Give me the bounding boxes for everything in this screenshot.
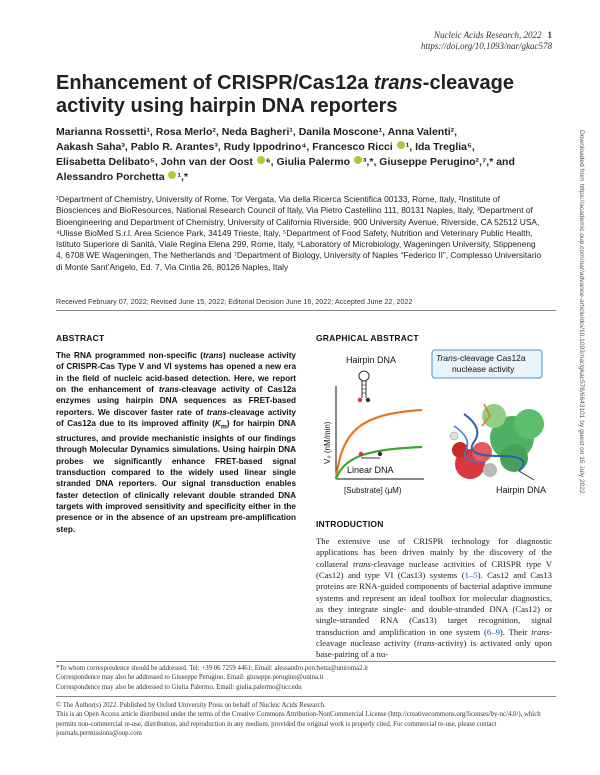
article-dates: Received February 07, 2022; Revised June 15, 2022; Editorial Decision June 16, 2022; Accepted June 22, 2022 bbox=[56, 297, 413, 306]
author-line-4b: ¹,* bbox=[177, 171, 188, 183]
graphical-abstract-figure bbox=[314, 346, 558, 506]
copyright-notice bbox=[56, 701, 556, 738]
author-line-4: Alessandro Porchetta bbox=[56, 171, 165, 183]
author-list bbox=[56, 125, 536, 185]
author-line-3: Elisabetta Delibato⁵, John van der Oost bbox=[56, 156, 253, 168]
correspondence-footnotes bbox=[56, 664, 556, 692]
cas12a-title-line2: nuclease activity bbox=[452, 364, 515, 374]
abstract-heading: ABSTRACT bbox=[56, 333, 105, 343]
running-header bbox=[421, 30, 552, 52]
orcid-icon[interactable] bbox=[397, 141, 405, 149]
orcid-icon[interactable] bbox=[168, 171, 176, 179]
author-line-1: Marianna Rossetti¹, Rosa Merlo², Neda Bagheri¹, Danila Moscone¹, Anna Valenti², bbox=[56, 126, 458, 138]
introduction-text: The extensive use of CRISPR technology for diagnostic applications has been driven mainly by the discovery of the collateral trans-cleavage nuclease activities of CRISPR type V (Cas12) and type VI (Cas13) systems (1–5). Cas12 and Cas13 proteins are RNA-guided components of bacterial adaptive immune systems and represent an ideal toolbox for molecular diagnostics, as they integrate single- and double-stranded DNA (Cas12) or single-stranded RNA (Cas13) target recognition, signal transduction and amplification in one system (6–9). Their trans-cleavage nuclease activity (trans-activity) is activated only upon base-pairing of a nu- bbox=[316, 536, 552, 660]
linear-dna-label: Linear DNA bbox=[347, 465, 394, 475]
journal-name: Nucleic Acids Research, 2022 bbox=[434, 30, 542, 40]
abstract-text: The RNA programmed non-specific (trans) nuclease activity of CRISPR-Cas Type V and VI systems has opened a new era in the field of nucleic acid-based detection. Here, we report on the enhancement of trans-cleavage activity of Cas12a enzymes using hairpin DNA sequences as FRET-based reporters. We discover faster rate of trans-cleavage activity of Cas12a due to its improved affinity $(K_m)$ for hairpin DNA structures, and provide mechanistic insights of our findings through Molecular Dynamics simulations. Using hairpin DNA probes we significantly enhance FRET-based signal transduction compared to the widely used linear single stranded DNA reporters. Our signal transduction enables faster detection of clinically relevant double stranded DNA targets with improved sensitivity and specificity either in the presence or in the absence of an upstream pre-amplification step. bbox=[56, 351, 296, 534]
author-line-2b: ¹, Ida Treglia⁵, bbox=[405, 141, 475, 153]
orcid-icon[interactable] bbox=[257, 156, 265, 164]
author-line-2: Aakash Saha³, Pablo R. Arantes³, Rudy Ippodrino⁴, Francesco Ricci bbox=[56, 141, 393, 153]
author-line-3c: ³,*, Giuseppe Perugino²,⁷,* and bbox=[362, 156, 515, 168]
copyright-divider bbox=[56, 696, 556, 697]
y-axis-label: V₀ (nM/min) bbox=[323, 421, 332, 464]
footnote-1: *To whom correspondence should be addressed. Tel: +39 06 7259 4461; Email: alessandro.porchetta@uniroma2.it bbox=[56, 665, 368, 672]
cas12a-title-line1: Trans-cleavage Cas12a bbox=[436, 353, 526, 363]
graphical-abstract-heading: GRAPHICAL ABSTRACT bbox=[316, 333, 419, 343]
page-number: 1 bbox=[547, 30, 552, 40]
introduction-heading: INTRODUCTION bbox=[316, 519, 384, 529]
author-line-3b: ⁶, Giulia Palermo bbox=[265, 156, 351, 168]
cas12a-protein-structure bbox=[450, 404, 544, 480]
hairpin-dna-label-2: Hairpin DNA bbox=[496, 485, 547, 495]
article-title: Enhancement of CRISPR/Cas12a trans-cleavage activity using hairpin DNA reporters bbox=[56, 72, 514, 117]
copyright-line-1: © The Author(s) 2022. Published by Oxford University Press on behalf of Nucleic Acids Research. bbox=[56, 702, 326, 709]
license-text: This is an Open Access article distributed under the terms of the Creative Commons Attribution-NonCommercial License (http://creativecommons.org/licenses/by-nc/4.0/), which permits non-commercial re-use, distribution, and reproduction in any medium, provided the original work is properly cited. For commercial re-use, please contact journals.permissions@oup.com bbox=[56, 711, 541, 737]
divider bbox=[56, 310, 556, 311]
orcid-icon[interactable] bbox=[354, 156, 362, 164]
footnote-3: Correspondence may also be addressed to Giulia Palermo. Email: giulia.palermo@ucr.edu bbox=[56, 683, 302, 691]
x-axis-label: [Substrate] (μM) bbox=[344, 486, 402, 495]
download-watermark: Downloaded from https://academic.oup.com/nar/advance-article/doi/10.1093/nar/gkac578/6643101 by guest on 15 July 2022 bbox=[578, 130, 585, 494]
footnote-2: Correspondence may also be addressed to Giuseppe Perugino. Email: giuseppe.perugino@unina.it bbox=[56, 674, 324, 682]
hairpin-dna-icon bbox=[358, 371, 370, 402]
citation-link[interactable]: 1–5 bbox=[464, 570, 478, 581]
footnote-divider bbox=[56, 661, 556, 662]
doi-link[interactable]: https://doi.org/10.1093/nar/gkac578 bbox=[420, 41, 552, 51]
citation-link[interactable]: 6–9 bbox=[486, 626, 500, 637]
hairpin-dna-label: Hairpin DNA bbox=[346, 355, 397, 365]
affiliations: ¹Department of Chemistry, University of Rome, Tor Vergata, Via della Ricerca Scientifica 00133, Rome, Italy, ²Institute of Biosciences and BioResources, National Research Council of Italy, Via Pietro Castellino 111, 80131 Naples, Italy, ³Department of Bioengineering and Department of Chemistry, University of California Riverside, 900 University Avenue, Riverside, CA 52512 USA, ⁴Ulisse BioMed S.r.l. Area Science Park, 34149 Trieste, Italy, ⁵Department of Food Safety, Nutrition and Veterinary Public Health, Istituto Superiore di Sanità, Viale Regina Elena 299, Rome, Italy, ⁶Laboratory of Microbiology, Wageningen University, Stippeneng 4, 6708 WE Wageningen, The Netherlands and ⁷Department of Biology, University of Naples “Federico II”, Complesso Universitario di Monte Sant’Angelo, Ed. 7, Via Cintia 26, 80126 Naples, Italy bbox=[56, 194, 542, 272]
